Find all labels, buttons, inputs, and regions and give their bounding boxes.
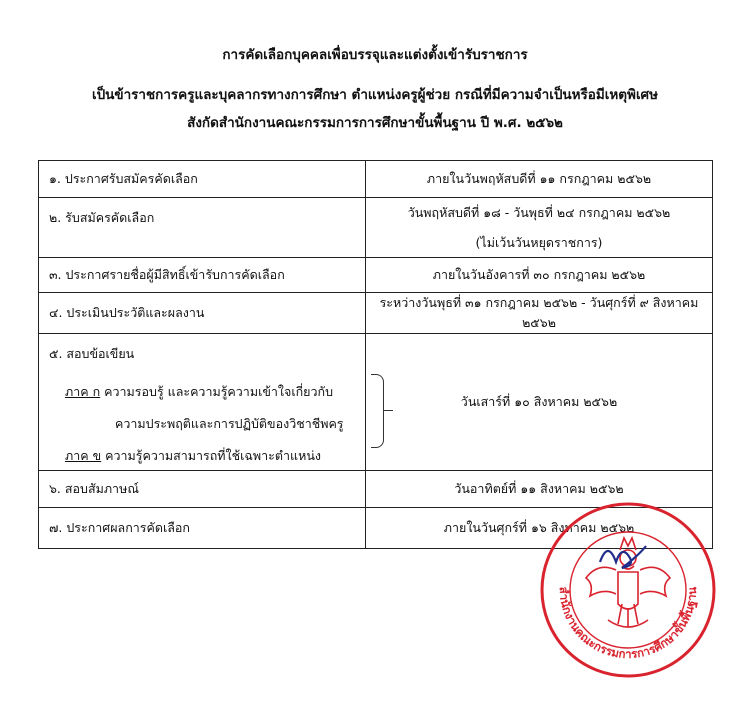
row-date: ภายในวันอังคารที่ ๓๐ กรกฎาคม ๒๕๖๒ [366,258,713,293]
row-item: ๑. ประกาศรับสมัครคัดเลือก [39,161,366,198]
row-item: ๗. ประกาศผลการคัดเลือก [39,508,366,549]
heading-line-2: เป็นข้าราชการครูและบุคลากรทางการศึกษา ตำแหน่งครูผู้ช่วย กรณีที่มีความจำเป็นหรือมีเหตุพิเศษ [91,87,659,103]
row-date-note: (ไม่เว้นวันหยุดราชการ) [475,234,603,250]
row-date: วันพฤหัสบดีที่ ๑๘ - วันพุธที่ ๒๔ กรกฎาคม ๒๕๖๒ [407,204,671,220]
table-row [39,293,713,334]
row-item: ๕. สอบข้อเขียน [49,346,135,361]
table-row [39,161,713,198]
part-b-line [65,446,321,466]
row-item: ๓. ประกาศรายชื่อผู้มีสิทธิ์เข้ารับการคัดเลือก [39,258,366,293]
row-date-cell [366,198,713,258]
part-a-line-2: ความประพฤติและการปฏิบัติของวิชาชีพครู [115,416,344,431]
row-item: ๖. สอบสัมภาษณ์ [39,471,366,508]
garuda-emblem-icon [586,538,670,627]
heading-line-3: สังกัดสำนักงานคณะกรรมการการศึกษาขั้นพื้นฐาน ปี พ.ศ. ๒๕๖๒ [187,115,563,131]
part-a-text: ความรอบรู้ และความรู้ความเข้าใจเกี่ยวกับ [104,384,334,399]
row-item: ๔. ประเมินประวัติและผลงาน [39,293,366,334]
official-seal-stamp [538,500,718,680]
row-date: ภายในวันศุกร์ที่ ๑๖ สิงหาคม ๒๕๖๒ [366,508,713,549]
brace-bracket [371,374,384,448]
row-date: ภายในวันพฤหัสบดีที่ ๑๑ กรกฎาคม ๒๕๖๒ [366,161,713,198]
schedule-table [38,160,713,549]
row-date: ระหว่างวันพุธที่ ๓๑ กรกฎาคม ๒๕๖๒ - วันศุกร์ที่ ๙ สิงหาคม ๒๕๖๒ [366,293,713,334]
table-row [39,258,713,293]
row-item: ๒. รับสมัครคัดเลือก [39,198,366,258]
row-date: วันอาทิตย์ที่ ๑๑ สิงหาคม ๒๕๖๒ [366,471,713,508]
seal-text: สำนักงานคณะกรรมการการศึกษาขั้นพื้นฐาน [556,586,700,662]
table-row [39,334,713,471]
exam-cell [39,334,366,471]
part-b-label: ภาค ข [65,448,102,463]
heading-line-1: การคัดเลือกบุคคลเพื่อบรรจุและแต่งตั้งเข้ารับราชการ [222,47,528,63]
part-b-text: ความรู้ความสามารถที่ใช้เฉพาะตำแหน่ง [105,448,321,463]
part-a-label: ภาค ก [65,384,101,399]
table-row [39,198,713,258]
part-a-line-1 [65,382,333,402]
row-date: วันเสาร์ที่ ๑๐ สิงหาคม ๒๕๖๒ [366,334,713,471]
